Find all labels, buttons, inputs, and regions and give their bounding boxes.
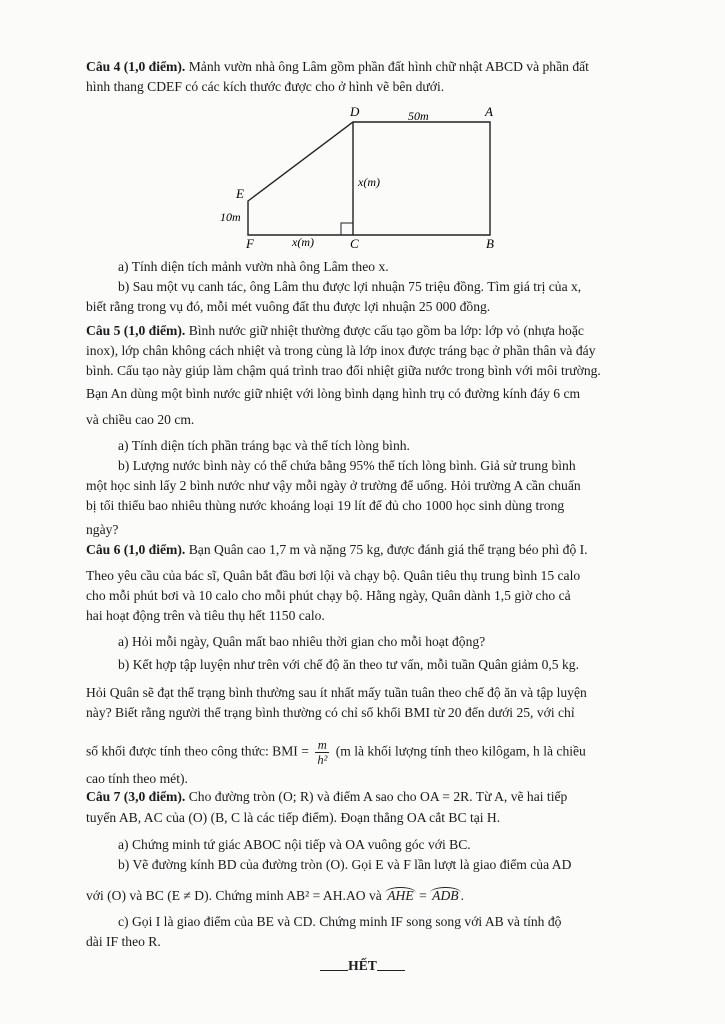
- q6-line4: hai hoạt động trên và tiêu thụ hết 1150 calo.: [86, 608, 325, 623]
- label-top-length: 50m: [408, 109, 429, 123]
- q6-part-a: a) Hỏi mỗi ngày, Quân mất bao nhiêu thời gian cho mỗi hoạt động?: [118, 634, 486, 649]
- q4-part-a: a) Tính diện tích mảnh vườn nhà ông Lâm theo x.: [118, 259, 389, 274]
- label-A: A: [485, 104, 493, 119]
- label-D: D: [350, 104, 360, 119]
- q5-line2: inox), lớp chân không cách nhiệt và trong cùng là lớp inox được tráng bạc ở phần thân và đáy: [86, 343, 596, 358]
- q6-line3: cho mỗi phút bơi và 10 calo cho mỗi phút chạy bộ. Hằng ngày, Quân dành 1,5 giờ cho cả: [86, 588, 571, 603]
- q5-part-b-line4: ngày?: [86, 522, 119, 537]
- label-bottom-length: x(m): [292, 235, 314, 249]
- angle-ahe: AHE: [387, 888, 414, 903]
- q6-part-b-line4: số khối được tính theo công thức: BMI = $\frac{m}{\text{h²}}$ (m là khối lượng tính theo kilôgam, h là chiều: [86, 738, 586, 767]
- q5-part-b-line2: một học sinh lấy 2 bình nước như vậy mỗi ngày ở trường để uống. Hỏi trường A cần chuẩn: [86, 478, 581, 493]
- label-height: x(m): [358, 175, 380, 189]
- label-left-length: 10m: [220, 210, 241, 224]
- garden-figure: [210, 100, 510, 250]
- label-F: F: [246, 236, 254, 250]
- q5-line3: bình. Cấu tạo này giúp làm chậm quá trình trao đổi nhiệt giữa nước trong bình với môi trường.: [86, 363, 601, 378]
- q7-part-b-line2: với (O) và BC (E ≠ D). Chứng minh AB² = AH.AO và AHE = ADB .: [86, 888, 464, 903]
- q6-part-b-line5: cao tính theo mét).: [86, 771, 188, 786]
- q5-line4: Bạn An dùng một bình nước giữ nhiệt với lòng bình dạng hình trụ có đường kính đáy 6 cm: [86, 386, 581, 401]
- q6-line2: Theo yêu cầu của bác sĩ, Quân bắt đầu bơi lội và chạy bộ. Quân tiêu thụ trung bình 15 calo: [86, 568, 581, 583]
- bmi-numerator: m: [315, 738, 329, 753]
- label-B: B: [486, 236, 494, 250]
- label-C: C: [350, 236, 359, 250]
- q7-part-a: a) Chứng minh tứ giác ABOC nội tiếp và OA vuông góc với BC.: [118, 837, 471, 852]
- q6-part-b-line2: Hỏi Quân sẽ đạt thể trạng bình thường sau ít nhất mấy tuần tuân theo chế độ ăn và tập luyện: [86, 685, 587, 700]
- q7-part-c-line1: c) Gọi I là giao điểm của BE và CD. Chứng minh IF song song với AB và tính độ: [118, 914, 562, 929]
- bmi-denominator: h²: [317, 753, 328, 767]
- q4-title: Câu 4 (1,0 điểm).: [86, 59, 186, 74]
- q6-part-b-line1: b) Kết hợp tập luyện như trên với chế độ ăn theo tư vấn, mỗi tuần Quân giảm 0,5 kg.: [118, 657, 579, 672]
- q4-line1: Câu 4 (1,0 điểm). Mảnh vườn nhà ông Lâm gồm phần đất hình chữ nhật ABCD và phần đất: [86, 59, 589, 74]
- q6-title: Câu 6 (1,0 điểm).: [86, 542, 186, 557]
- q6-line1: Câu 6 (1,0 điểm). Bạn Quân cao 1,7 m và nặng 75 kg, được đánh giá thể trạng béo phì độ I.: [86, 542, 588, 557]
- q7-part-b-line1: b) Vẽ đường kính BD của đường tròn (O). Gọi E và F lần lượt là giao điểm của AD: [118, 857, 572, 872]
- q7-title: Câu 7 (3,0 điểm).: [86, 789, 186, 804]
- q7-line1: Câu 7 (3,0 điểm). Cho đường tròn (O; R) và điểm A sao cho OA = 2R. Từ A, vẽ hai tiếp: [86, 789, 568, 804]
- q5-line5: và chiều cao 20 cm.: [86, 412, 195, 427]
- q7-line2: tuyến AB, AC của (O) (B, C là các tiếp điểm). Đoạn thẳng OA cắt BC tại H.: [86, 810, 501, 825]
- q5-part-b-line1: b) Lượng nước bình này có thể chứa bằng 95% thể tích lòng bình. Giả sử trung bình: [118, 458, 576, 473]
- q5-title: Câu 5 (1,0 điểm).: [86, 323, 186, 338]
- q4-part-b-line2: biết rằng trong vụ đó, mỗi mét vuông đất thu được lợi nhuận 25 000 đồng.: [86, 299, 491, 314]
- right-angle-mark: [341, 223, 353, 235]
- q5-part-b-line3: bị tối thiểu bao nhiêu thùng nước khoáng loại 19 lít để đủ cho 1000 học sinh dùng trong: [86, 498, 565, 513]
- angle-adb: ADB: [432, 888, 459, 903]
- q5-part-a: a) Tính diện tích phần tráng bạc và thể tích lòng bình.: [118, 438, 410, 453]
- q7-part-c-line2: dài IF theo R.: [86, 934, 161, 949]
- q5-line1: Câu 5 (1,0 điểm). Bình nước giữ nhiệt thường được cấu tạo gồm ba lớp: lớp vỏ (nhựa hoặc: [86, 323, 584, 338]
- label-E: E: [236, 186, 244, 201]
- bmi-fraction: [315, 738, 329, 767]
- q6-part-b-line3: này? Biết rằng người thể trạng bình thường có chỉ số khối BMI từ 20 đến dưới 25, với chỉ: [86, 705, 575, 720]
- q4-line2: hình thang CDEF có các kích thước được cho ở hình vẽ bên dưới.: [86, 79, 445, 94]
- q4-part-b-line1: b) Sau một vụ canh tác, ông Lâm thu được lợi nhuận 75 triệu đồng. Tìm giá trị của x,: [118, 279, 582, 294]
- end-marker: HẾT: [0, 957, 725, 974]
